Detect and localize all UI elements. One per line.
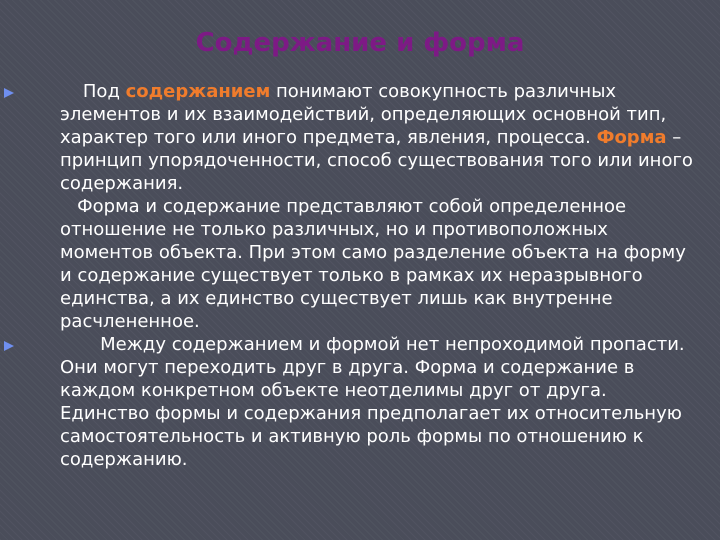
indent [60, 81, 83, 102]
slide-body [60, 80, 700, 471]
indent [60, 196, 77, 217]
text-run: Форма и содержание представляют собой определенное отношение не только различных, но и противоположных моментов объекта. При этом само разделение объекта на форму и содержание существует только в рамках их неразрывного единства, а их единство существует лишь как внутренне расчлененное. [60, 196, 686, 332]
text-run: – принцип упорядоченности, способ существования того или иного содержания. [60, 127, 693, 194]
paragraph-form-content-relation [60, 195, 700, 333]
paragraph-content-definition [60, 80, 700, 195]
text-run: Между содержанием и формой нет непроходимой пропасти. Они могут переходить друг в друга. Форма и содержание в каждом конкретном объекте неотделимы друг от друга. Единство формы и содержания предполагает их относительную самостоятельность и активную роль формы по отношению к содержанию. [60, 334, 685, 470]
paragraph-unity [60, 333, 700, 471]
highlight-term-content: содержанием [125, 81, 271, 102]
slide-title: Содержание и форма [195, 28, 525, 58]
text-run: Под [82, 81, 126, 102]
indent [60, 334, 100, 355]
highlight-term-form: Форма [596, 127, 667, 148]
text-run: понимают совокупность различных элементов и их взаимодействий, определяющих основной тип, характер того или иного предмета, явления, процесса. [60, 81, 667, 148]
triangle-bullet-icon [4, 341, 14, 351]
triangle-bullet-icon [4, 88, 14, 98]
